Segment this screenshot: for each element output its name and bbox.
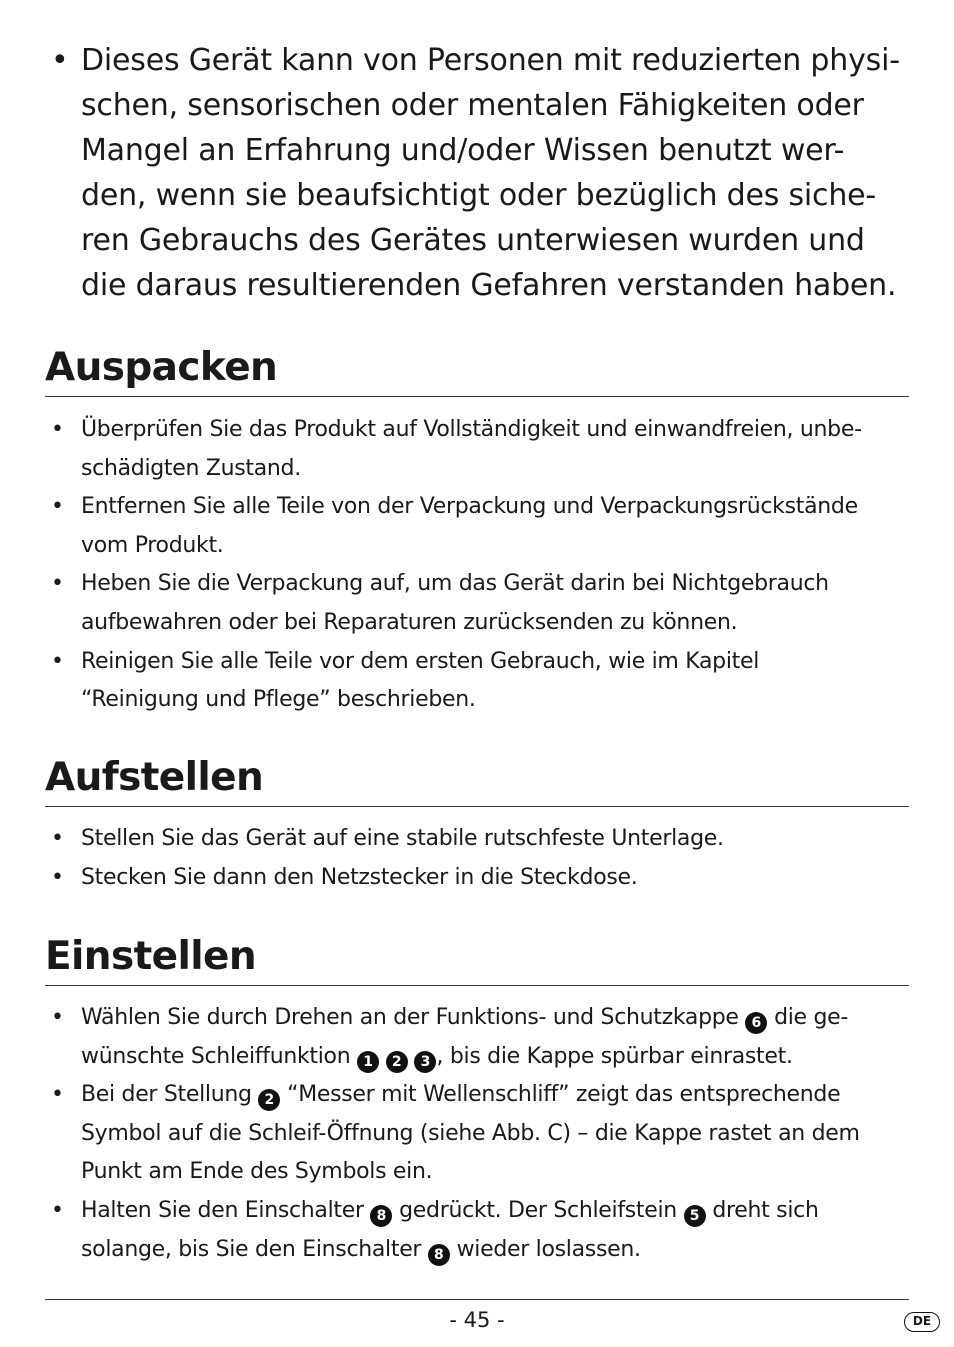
intro-bullet-item [45,38,909,308]
list-item-line: Symbol auf die Schleif-Öffnung (siehe Abb. C) – die Kappe rastet an dem [81,1120,860,1146]
intro-line: Mangel an Erfahrung und/oder Wissen benutzt wer- [81,133,845,168]
intro-line: ren Gebrauchs des Gerätes unterwiesen wurden und [81,223,865,258]
footer-divider [45,1299,909,1300]
bullet-marker: • [51,571,64,597]
part-number-badge: 1 [357,1051,379,1073]
list-item-line [81,1231,909,1270]
list-item-line: Überprüfen Sie das Produkt auf Vollständigkeit und einwandfreien, unbe- [81,417,862,442]
part-number-badge: 3 [414,1051,436,1073]
bullet-marker: • [51,864,64,890]
text-run: Bei der Stellung [81,1082,252,1108]
list-item-line: Reinigen Sie alle Teile vor dem ersten Gebrauch, wie im Kapitel [81,648,760,674]
auspacken-list [45,411,909,720]
intro-line: Dieses Gerät kann von Personen mit reduzierten physi- [81,43,900,78]
bullet-marker: • [51,1005,64,1030]
list-item [45,488,909,565]
text-run: die ge- [774,1005,849,1030]
list-item [45,859,909,898]
intro-line: die daraus resultierenden Gefahren verstanden haben. [81,268,897,303]
text-run: “Messer mit Wellenschliff” zeigt das entsprechende [287,1082,841,1108]
list-item-line: Stecken Sie dann den Netzstecker in die Steckdose. [81,864,638,890]
bullet-marker: • [51,826,64,851]
bullet-marker: • [51,43,69,78]
page-number: - 45 - [449,1308,505,1332]
part-number-badge: 6 [745,1012,767,1034]
text-run: wieder loslassen. [456,1236,641,1262]
aufstellen-list [45,820,909,897]
list-item-line [81,1192,909,1231]
list-item [45,411,909,488]
text-run: dreht sich [712,1197,819,1223]
list-item-line: Stellen Sie das Gerät auf eine stabile rutschfeste Unterlage. [81,826,724,851]
text-run: gedrückt. Der Schleifstein [399,1197,677,1223]
part-number-badge: 8 [428,1244,450,1266]
bullet-marker: • [51,1197,64,1223]
intro-line: den, wenn sie beaufsichtigt oder bezüglich des siche- [81,178,877,213]
list-item-line: Entfernen Sie alle Teile von der Verpackung und Verpackungsrückstände [81,494,858,520]
part-number-badge: 2 [258,1089,280,1111]
list-item-line [81,1038,909,1077]
list-item-line: Heben Sie die Verpackung auf, um das Gerät darin bei Nichtgebrauch [81,571,829,597]
list-item-line [81,999,909,1038]
list-item-line: vom Produkt. [81,532,224,558]
text-run: solange, bis Sie den Einschalter [81,1236,422,1262]
list-item [45,565,909,642]
list-item-line: Punkt am Ende des Symbols ein. [81,1159,433,1185]
intro-line: schen, sensorischen oder mentalen Fähigkeiten oder [81,88,864,123]
bullet-marker: • [51,648,64,674]
text-run: wünschte Schleiffunktion [81,1043,351,1069]
text-run: Wählen Sie durch Drehen an der Funktions- und Schutzkappe [81,1005,739,1030]
list-item-line [81,1076,909,1115]
text-run: , bis die Kappe spürbar einrastet. [436,1043,793,1069]
part-number-badge: 5 [684,1205,706,1227]
list-item [45,999,909,1076]
text-run: Halten Sie den Einschalter [81,1197,364,1223]
section-title-aufstellen: Aufstellen [45,753,909,807]
list-item-line: “Reinigung und Pflege” beschrieben. [81,687,476,713]
intro-note [45,38,909,308]
list-item [45,1076,909,1192]
section-title-auspacken: Auspacken [45,343,909,397]
einstellen-list [45,999,909,1269]
section-title-einstellen: Einstellen [45,932,909,986]
list-item-line: schädigten Zustand. [81,455,301,481]
part-number-badge: 8 [370,1205,392,1227]
bullet-marker: • [51,494,64,520]
bullet-marker: • [51,417,64,442]
list-item [45,1192,909,1269]
list-item [45,820,909,859]
list-item [45,643,909,720]
language-badge: DE [904,1312,940,1332]
list-item-line: aufbewahren oder bei Reparaturen zurücksenden zu können. [81,609,738,635]
part-number-badge: 2 [386,1051,408,1073]
bullet-marker: • [51,1082,64,1108]
